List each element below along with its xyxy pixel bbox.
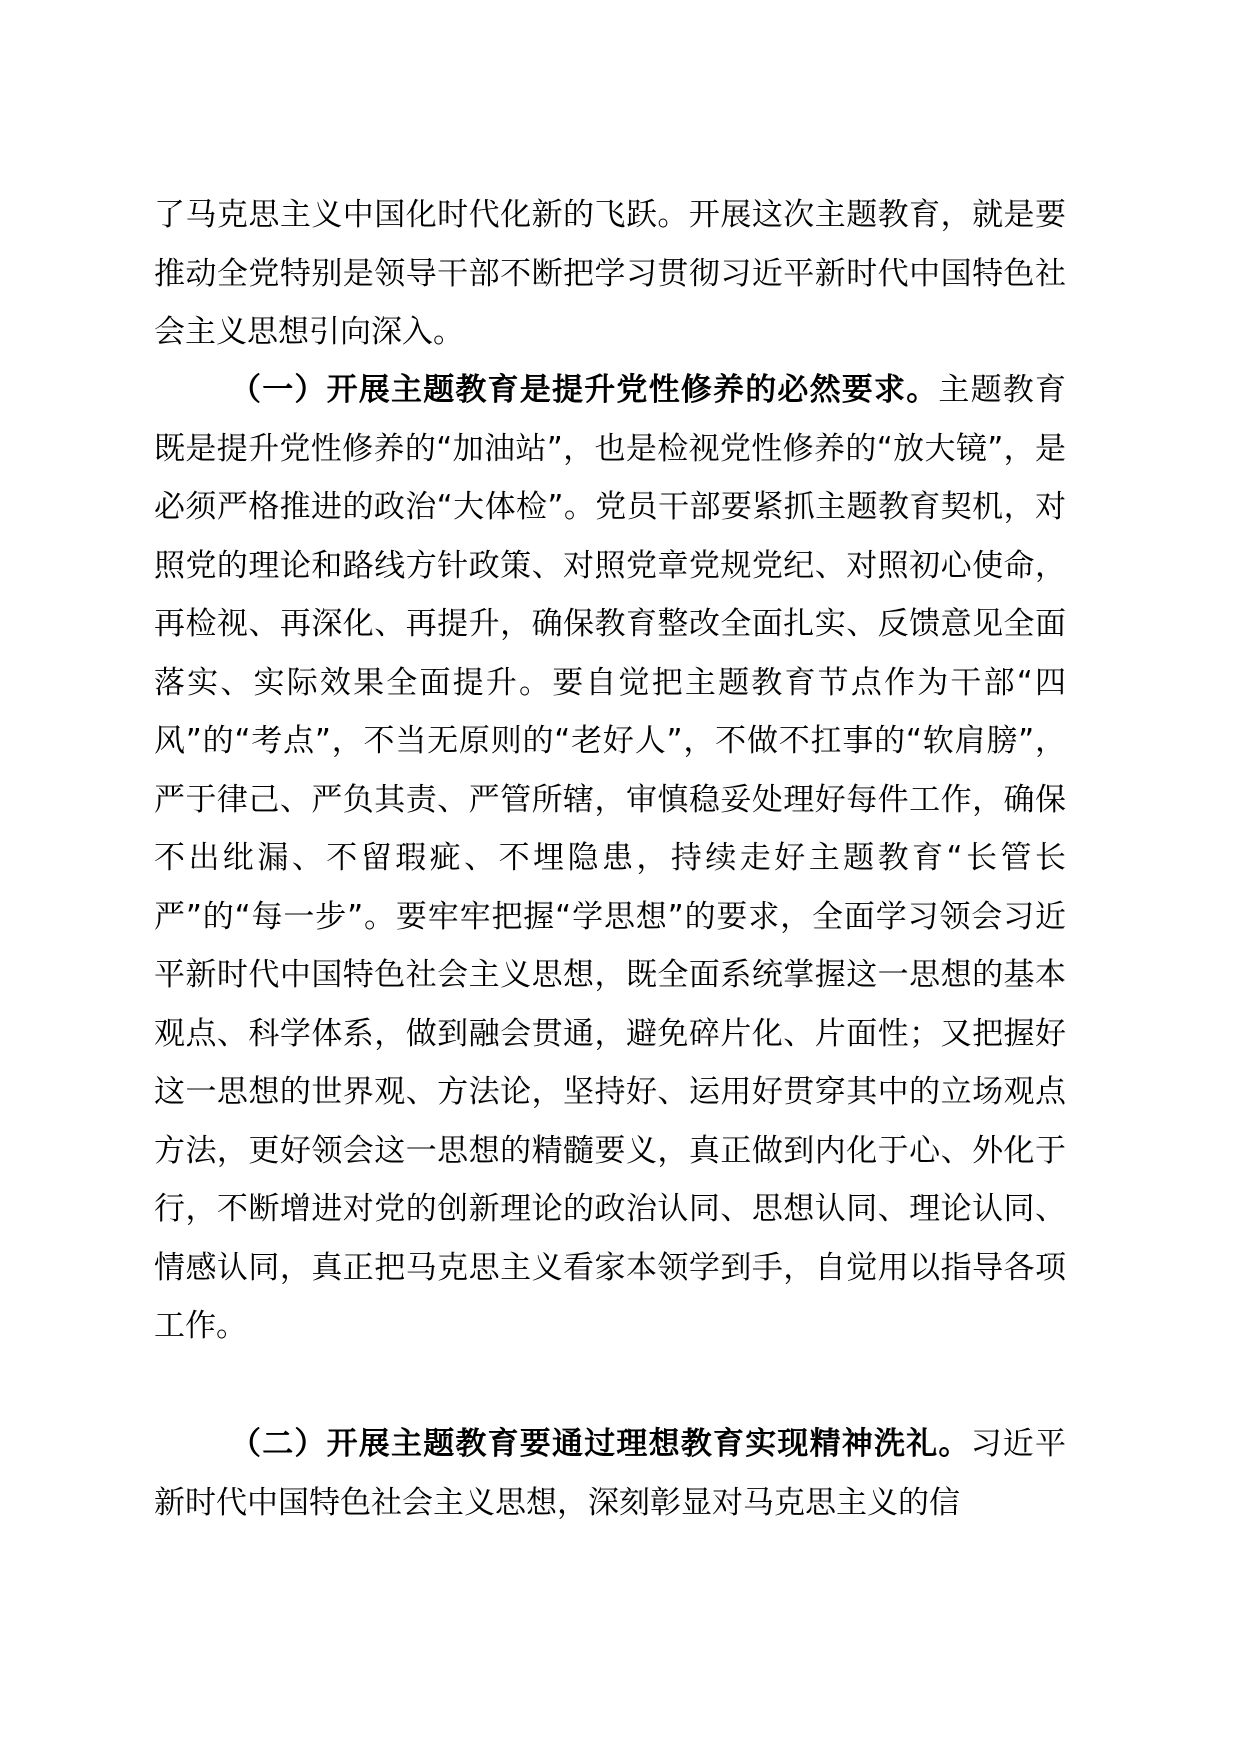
paragraph-text: 主题教育既是提升党性修养的“加油站”，也是检视党性修养的“放大镜”，是必须严格推进的政治“大体检”。党员干部要紧抓主题教育契机，对照党的理论和路线方针政策、对照党章党规党纪、对照初心使命，再检视、再深化、再提升，确保教育整改全面扎实、反馈意见全面落实、实际效果全面提升。要自觉把主题教育节点作为干部“四风”的“考点”，不当无原则的“老好人”，不做不扛事的“软肩膀”，严于律己、严负其责、严管所辖，审慎稳妥处理好每件工作，确保不出纰漏、不留瑕疵、不埋隐患，持续走好主题教育“长管长严”的“每一步”。要牢牢把握“学思想”的要求，全面学习领会习近平新时代中国特色社会主义思想，既全面系统掌握这一思想的基本观点、科学体系，做到融会贯通，避免碎片化、片面性；又把握好这一思想的世界观、方法论，坚持好、运用好贯穿其中的立场观点方法，更好领会这一思想的精髓要义，真正做到内化于心、外化于行，不断增进对党的创新理论的政治认同、思想认同、理论认同、情感认同，真正把马克思主义看家本领学到手，自觉用以指导各项工作。 <box>154 372 1067 1344</box>
section-heading: （一）开展主题教育是提升党性修养的必然要求。 <box>230 372 939 408</box>
section-heading: （二）开展主题教育要通过理想教育实现精神洗礼。 <box>230 1426 971 1462</box>
paragraph-section-2 <box>154 1415 1066 1532</box>
paragraph-text: 了马克思主义中国化时代化新的飞跃。开展这次主题教育，就是要推动全党特别是领导干部不断把学习贯彻习近平新时代中国特色社会主义思想引向深入。 <box>154 197 1066 350</box>
paragraph-section-1 <box>154 361 1066 1356</box>
paragraph-text: 习近平新时代中国特色社会主义思想，深刻彰显对马克思主义的信 <box>154 1426 1067 1521</box>
paragraph-continuation <box>154 186 1066 362</box>
